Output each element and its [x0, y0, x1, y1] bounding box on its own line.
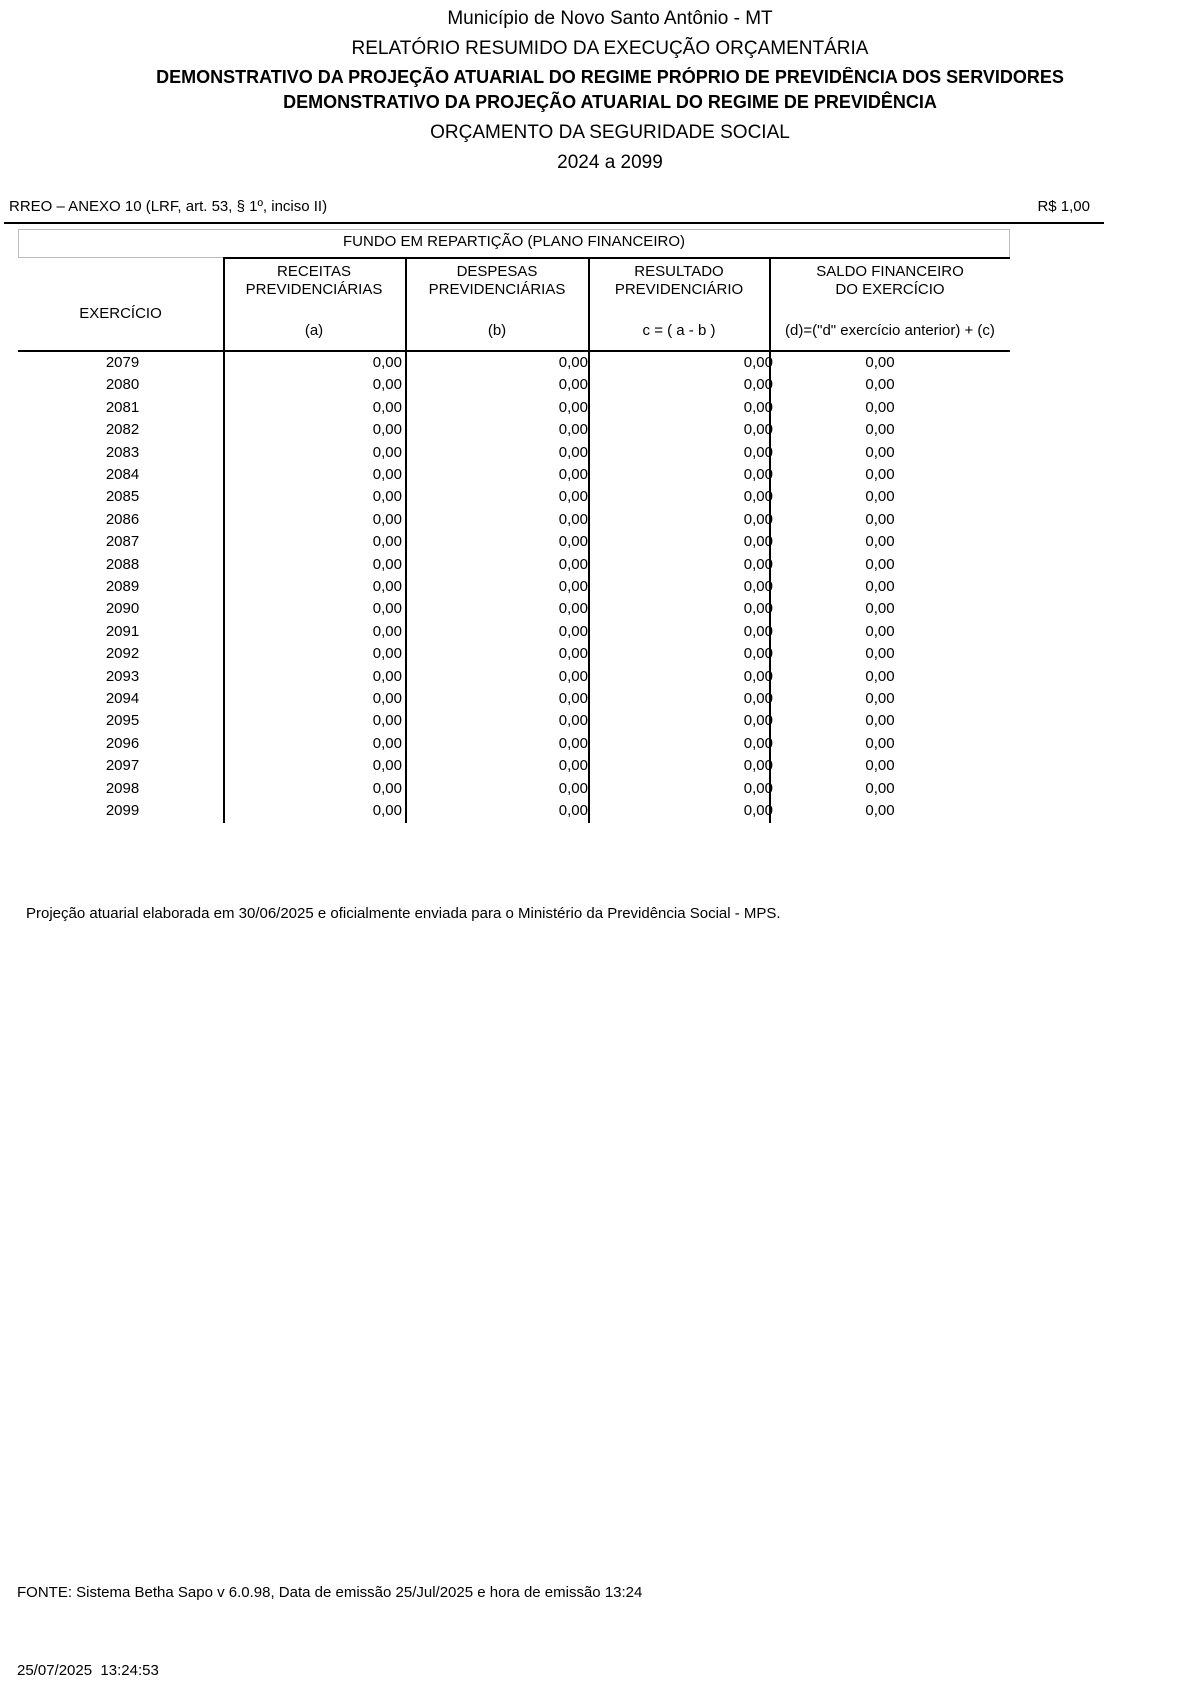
cell-saldo: 0,00 [865, 421, 895, 439]
cell-receitas: 0,00 [372, 779, 402, 797]
cell-receitas: 0,00 [372, 645, 402, 663]
col-header-c-1: RESULTADO [634, 263, 724, 280]
cell-receitas: 0,00 [372, 488, 402, 506]
cell-saldo: 0,00 [865, 376, 895, 394]
cell-saldo: 0,00 [865, 488, 895, 506]
actuarial-note: Projeção atuarial elaborada em 30/06/2025 e oficialmente enviada para o Ministério da Previdência Social - MPS. [26, 905, 781, 922]
cell-saldo: 0,00 [865, 734, 895, 752]
currency-unit: R$ 1,00 [1037, 198, 1090, 215]
cell-year: 2085 [105, 488, 140, 506]
col-header-c-2: PREVIDENCIÁRIO [614, 281, 744, 298]
cell-despesas: 0,00 [558, 376, 588, 394]
cell-resultado: 0,00 [743, 510, 773, 528]
cell-year: 2097 [105, 757, 140, 775]
demonstrativo-title-2: DEMONSTRATIVO DA PROJEÇÃO ATUARIAL DO REGIME DE PREVIDÊNCIA [283, 92, 937, 112]
cell-resultado: 0,00 [743, 712, 773, 730]
table-row [0, 354, 1190, 376]
cell-saldo: 0,00 [865, 779, 895, 797]
table-row [0, 578, 1190, 600]
cell-saldo: 0,00 [865, 667, 895, 685]
cell-year: 2087 [105, 533, 140, 551]
cell-resultado: 0,00 [743, 667, 773, 685]
cell-resultado: 0,00 [743, 555, 773, 573]
col-header-b-formula: (b) [487, 322, 507, 339]
cell-resultado: 0,00 [743, 779, 773, 797]
cell-receitas: 0,00 [372, 533, 402, 551]
header-bottom-rule [18, 350, 1010, 352]
cell-receitas: 0,00 [372, 600, 402, 618]
cell-saldo: 0,00 [865, 398, 895, 416]
cell-resultado: 0,00 [743, 690, 773, 707]
cell-year: 2091 [105, 622, 140, 640]
cell-resultado: 0,00 [743, 600, 773, 618]
budget-title: ORÇAMENTO DA SEGURIDADE SOCIAL [430, 122, 790, 143]
cell-resultado: 0,00 [743, 802, 773, 819]
cell-resultado: 0,00 [743, 488, 773, 506]
cell-year: 2080 [105, 376, 140, 394]
cell-receitas: 0,00 [372, 510, 402, 528]
col-header-c-formula: c = ( a - b ) [642, 322, 716, 339]
cell-despesas: 0,00 [558, 757, 588, 775]
cell-year: 2096 [105, 734, 140, 752]
cell-receitas: 0,00 [372, 466, 402, 483]
cell-despesas: 0,00 [558, 712, 588, 730]
cell-despesas: 0,00 [558, 802, 588, 819]
cell-year: 2092 [105, 645, 140, 663]
cell-saldo: 0,00 [865, 757, 895, 775]
cell-despesas: 0,00 [558, 398, 588, 416]
cell-year: 2089 [105, 578, 140, 595]
cell-despesas: 0,00 [558, 667, 588, 685]
cell-saldo: 0,00 [865, 578, 895, 595]
table-row [0, 533, 1190, 555]
cell-despesas: 0,00 [558, 533, 588, 551]
cell-saldo: 0,00 [865, 443, 895, 461]
municipality-title: Município de Novo Santo Antônio - MT [447, 8, 773, 29]
cell-despesas: 0,00 [558, 690, 588, 707]
cell-year: 2081 [105, 398, 140, 416]
table-row [0, 645, 1190, 667]
cell-resultado: 0,00 [743, 466, 773, 483]
cell-year: 2093 [105, 667, 140, 685]
cell-despesas: 0,00 [558, 354, 588, 371]
cell-receitas: 0,00 [372, 622, 402, 640]
cell-year: 2084 [105, 466, 140, 483]
period-title: 2024 a 2099 [557, 152, 663, 173]
footer-source: FONTE: Sistema Betha Sapo v 6.0.98, Data de emissão 25/Jul/2025 e hora de emissão 13:24 [17, 1584, 643, 1601]
cell-saldo: 0,00 [865, 600, 895, 618]
table-row [0, 444, 1190, 466]
cell-receitas: 0,00 [372, 734, 402, 752]
group-header-box [18, 229, 1010, 258]
cell-despesas: 0,00 [558, 421, 588, 439]
table-row [0, 399, 1190, 421]
cell-resultado: 0,00 [743, 757, 773, 775]
table-row [0, 757, 1190, 779]
cell-receitas: 0,00 [372, 354, 402, 371]
col-header-year: EXERCÍCIO [79, 305, 162, 322]
cell-receitas: 0,00 [372, 421, 402, 439]
cell-saldo: 0,00 [865, 533, 895, 551]
cell-receitas: 0,00 [372, 712, 402, 730]
col-header-b-2: PREVIDENCIÁRIAS [428, 281, 566, 298]
cell-despesas: 0,00 [558, 578, 588, 595]
table-row [0, 421, 1190, 443]
cell-saldo: 0,00 [865, 555, 895, 573]
cell-year: 2083 [105, 443, 140, 461]
cell-year: 2098 [105, 779, 140, 797]
cell-receitas: 0,00 [372, 443, 402, 461]
subheader-rule [223, 257, 1010, 259]
col-header-d-formula: (d)=("d" exercício anterior) + (c) [785, 322, 995, 339]
cell-year: 2090 [105, 600, 140, 618]
cell-resultado: 0,00 [743, 421, 773, 439]
col-header-b-1: DESPESAS [456, 263, 538, 280]
table-row [0, 668, 1190, 690]
cell-despesas: 0,00 [558, 443, 588, 461]
cell-saldo: 0,00 [865, 712, 895, 730]
cell-despesas: 0,00 [558, 555, 588, 573]
cell-receitas: 0,00 [372, 690, 402, 707]
cell-resultado: 0,00 [743, 622, 773, 640]
cell-despesas: 0,00 [558, 488, 588, 506]
cell-receitas: 0,00 [372, 667, 402, 685]
cell-resultado: 0,00 [743, 578, 773, 595]
report-title: RELATÓRIO RESUMIDO DA EXECUÇÃO ORÇAMENTÁRIA [351, 38, 869, 59]
cell-year: 2099 [105, 802, 140, 819]
table-row [0, 511, 1190, 533]
table-row [0, 556, 1190, 578]
col-header-a-2: PREVIDENCIÁRIAS [245, 281, 383, 298]
table-row [0, 735, 1190, 757]
col-header-d-2: DO EXERCÍCIO [835, 281, 945, 298]
table-row [0, 802, 1190, 824]
cell-resultado: 0,00 [743, 734, 773, 752]
cell-saldo: 0,00 [865, 354, 895, 371]
annex-label: RREO – ANEXO 10 (LRF, art. 53, § 1º, inciso II) [9, 198, 328, 215]
cell-saldo: 0,00 [865, 622, 895, 640]
cell-despesas: 0,00 [558, 622, 588, 640]
cell-year: 2086 [105, 510, 140, 528]
cell-resultado: 0,00 [743, 443, 773, 461]
col-header-a-1: RECEITAS [277, 263, 351, 280]
table-row [0, 690, 1190, 712]
cell-despesas: 0,00 [558, 466, 588, 483]
cell-year: 2088 [105, 555, 140, 573]
cell-resultado: 0,00 [743, 398, 773, 416]
cell-receitas: 0,00 [372, 578, 402, 595]
cell-receitas: 0,00 [372, 376, 402, 394]
demonstrativo-title-1-clip [122, 67, 1090, 88]
cell-resultado: 0,00 [743, 354, 773, 371]
col-header-a-formula: (a) [304, 322, 324, 339]
cell-receitas: 0,00 [372, 757, 402, 775]
table-row [0, 780, 1190, 802]
cell-receitas: 0,00 [372, 398, 402, 416]
cell-despesas: 0,00 [558, 510, 588, 528]
cell-saldo: 0,00 [865, 802, 895, 819]
table-row [0, 600, 1190, 622]
table-row [0, 376, 1190, 398]
cell-year: 2079 [105, 354, 140, 371]
cell-year: 2095 [105, 712, 140, 730]
demonstrativo-title-1: DEMONSTRATIVO DA PROJEÇÃO ATUARIAL DO REGIME PRÓPRIO DE PREVIDÊNCIA DOS SERVIDORES [156, 67, 1064, 87]
table-row [0, 466, 1190, 488]
cell-despesas: 0,00 [558, 645, 588, 663]
cell-saldo: 0,00 [865, 690, 895, 707]
cell-resultado: 0,00 [743, 645, 773, 663]
cell-saldo: 0,00 [865, 510, 895, 528]
cell-despesas: 0,00 [558, 734, 588, 752]
cell-despesas: 0,00 [558, 779, 588, 797]
cell-resultado: 0,00 [743, 533, 773, 551]
table-row [0, 623, 1190, 645]
cell-receitas: 0,00 [372, 555, 402, 573]
col-header-d-1: SALDO FINANCEIRO [816, 263, 964, 280]
top-rule [4, 222, 1104, 224]
footer-timestamp: 25/07/2025 13:24:53 [17, 1662, 159, 1679]
cell-resultado: 0,00 [743, 376, 773, 394]
table-row [0, 488, 1190, 510]
cell-saldo: 0,00 [865, 466, 895, 483]
cell-year: 2082 [105, 421, 140, 439]
cell-year: 2094 [105, 690, 140, 707]
cell-saldo: 0,00 [865, 645, 895, 663]
group-title: FUNDO EM REPARTIÇÃO (PLANO FINANCEIRO) [343, 233, 685, 250]
cell-receitas: 0,00 [372, 802, 402, 819]
table-row [0, 712, 1190, 734]
cell-despesas: 0,00 [558, 600, 588, 618]
